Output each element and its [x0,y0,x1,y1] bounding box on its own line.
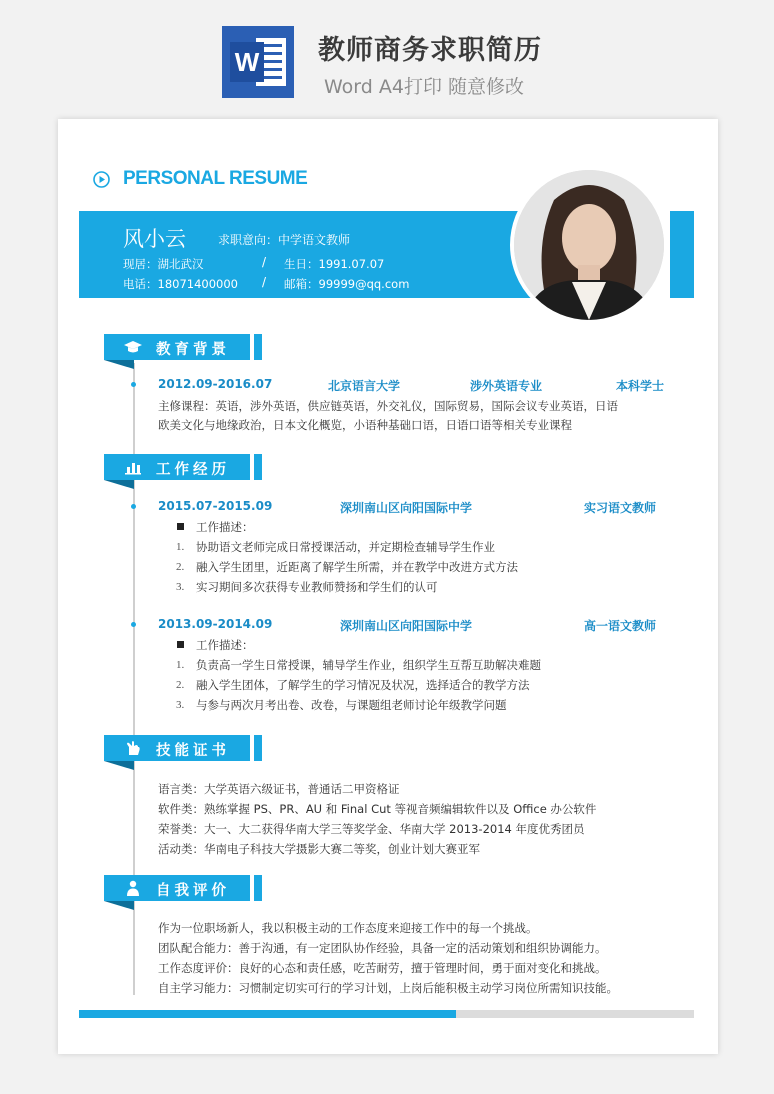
job-role: 高一语文教师 [584,619,657,633]
email: 邮箱：99999@qq.com [284,277,410,291]
education-degree: 本科学士 [616,379,665,393]
bullet-square [177,641,184,648]
banner-title: 教师商务求职简历 [318,35,542,66]
word-icon [222,26,294,98]
separator: / [262,275,267,289]
hand-icon [124,740,142,756]
list-item: 融入学生团里，近距离了解学生所需，并在教学中改进方式方法 [196,560,518,574]
education-courses: 主修课程：英语，涉外英语，供应链英语，外交礼仪，国际贸易，国际会议专业英语，日语 [158,399,618,413]
job-desc-label: 工作描述： [196,520,254,534]
job-desc-label: 工作描述： [196,638,254,652]
list-number: 1. [176,659,185,671]
skill-line: 软件类：熟练掌握 PS、PR、AU 和 Final Cut 等视音频编辑软件以及 Office 办公软件 [158,802,597,816]
separator: / [262,255,267,269]
list-number: 2. [176,561,185,573]
profile-bar-end [670,211,694,298]
job-intent: 求职意向：中学语文教师 [218,233,351,247]
play-circle-icon [93,171,110,188]
candidate-name: 风小云 [123,227,186,251]
section-title-work: 工作经历 [156,462,230,478]
footer-progress-fill [79,1010,456,1018]
timeline-dot [131,504,136,509]
education-school: 北京语言大学 [328,379,401,393]
list-item: 与参与两次月考出卷、改卷，与课题组老师讨论年级教学问题 [196,698,507,712]
list-number: 3. [176,699,185,711]
avatar [510,166,668,324]
location: 现居：湖北武汉 [123,257,204,271]
section-tab-stub [254,454,262,480]
section-tab-stub [254,735,262,761]
self-eval-line: 自主学习能力：习惯制定切实可行的学习计划，上岗后能积极主动学习岗位所需知识技能。 [158,981,618,995]
section-tab-stub [254,875,262,901]
section-title-skills: 技能证书 [156,743,230,759]
section-title-self-evaluation: 自我评价 [156,883,230,899]
list-number: 2. [176,679,185,691]
timeline-dot [131,622,136,627]
graduation-cap-icon [124,339,142,355]
chart-icon [124,459,142,475]
section-tab-stub [254,334,262,360]
skill-line: 活动类：华南电子科技大学摄影大赛二等奖，创业计划大赛亚军 [158,842,480,856]
list-number: 1. [176,541,185,553]
word-icon-letter: W [234,47,260,77]
skill-line: 荣誉类：大一、大二获得华南大学三等奖学金、华南大学 2013-2014 年度优秀团员 [158,822,585,836]
section-tab-fold [104,480,134,489]
section-tab-fold [104,901,134,910]
phone: 电话：18071400000 [123,277,238,291]
list-item: 融入学生团体，了解学生的学习情况及状况，选择适合的教学方法 [196,678,530,692]
list-item: 负责高一学生日常授课，辅导学生作业，组织学生互帮互助解决难题 [196,658,541,672]
education-period: 2012.09-2016.07 [158,377,273,391]
job-organization: 深圳南山区向阳国际中学 [340,619,473,633]
banner-subtitle: Word A4打印 随意修改 [324,76,525,98]
person-icon [124,880,142,896]
list-item: 协助语文老师完成日常授课活动，并定期检查辅导学生作业 [196,540,495,554]
section-tab-fold [104,761,134,770]
list-number: 3. [176,581,185,593]
bullet-square [177,523,184,530]
job-period: 2015.07-2015.09 [158,499,273,513]
list-item: 实习期间多次获得专业教师赞扬和学生们的认可 [196,580,438,594]
self-eval-line: 团队配合能力：善于沟通，有一定团队协作经验，具备一定的活动策划和组织协调能力。 [158,941,607,955]
birthday: 生日：1991.07.07 [284,257,385,271]
job-organization: 深圳南山区向阳国际中学 [340,501,473,515]
section-tab-fold [104,360,134,369]
education-major: 涉外英语专业 [470,379,543,393]
personal-resume-title: PERSONAL RESUME [123,168,308,189]
skill-line: 语言类：大学英语六级证书，普通话二甲资格证 [158,782,400,796]
self-eval-line: 作为一位职场新人，我以积极主动的工作态度来迎接工作中的每一个挑战。 [158,921,538,935]
job-period: 2013.09-2014.09 [158,617,273,631]
job-role: 实习语文教师 [584,501,657,515]
education-courses: 欧美文化与地缘政治，日本文化概览，小语种基础口语，日语口语等相关专业课程 [158,418,572,432]
self-eval-line: 工作态度评价：良好的心态和责任感，吃苦耐劳，擅于管理时间，勇于面对变化和挑战。 [158,961,607,975]
section-title-education: 教育背景 [156,342,230,358]
timeline-dot [131,382,136,387]
